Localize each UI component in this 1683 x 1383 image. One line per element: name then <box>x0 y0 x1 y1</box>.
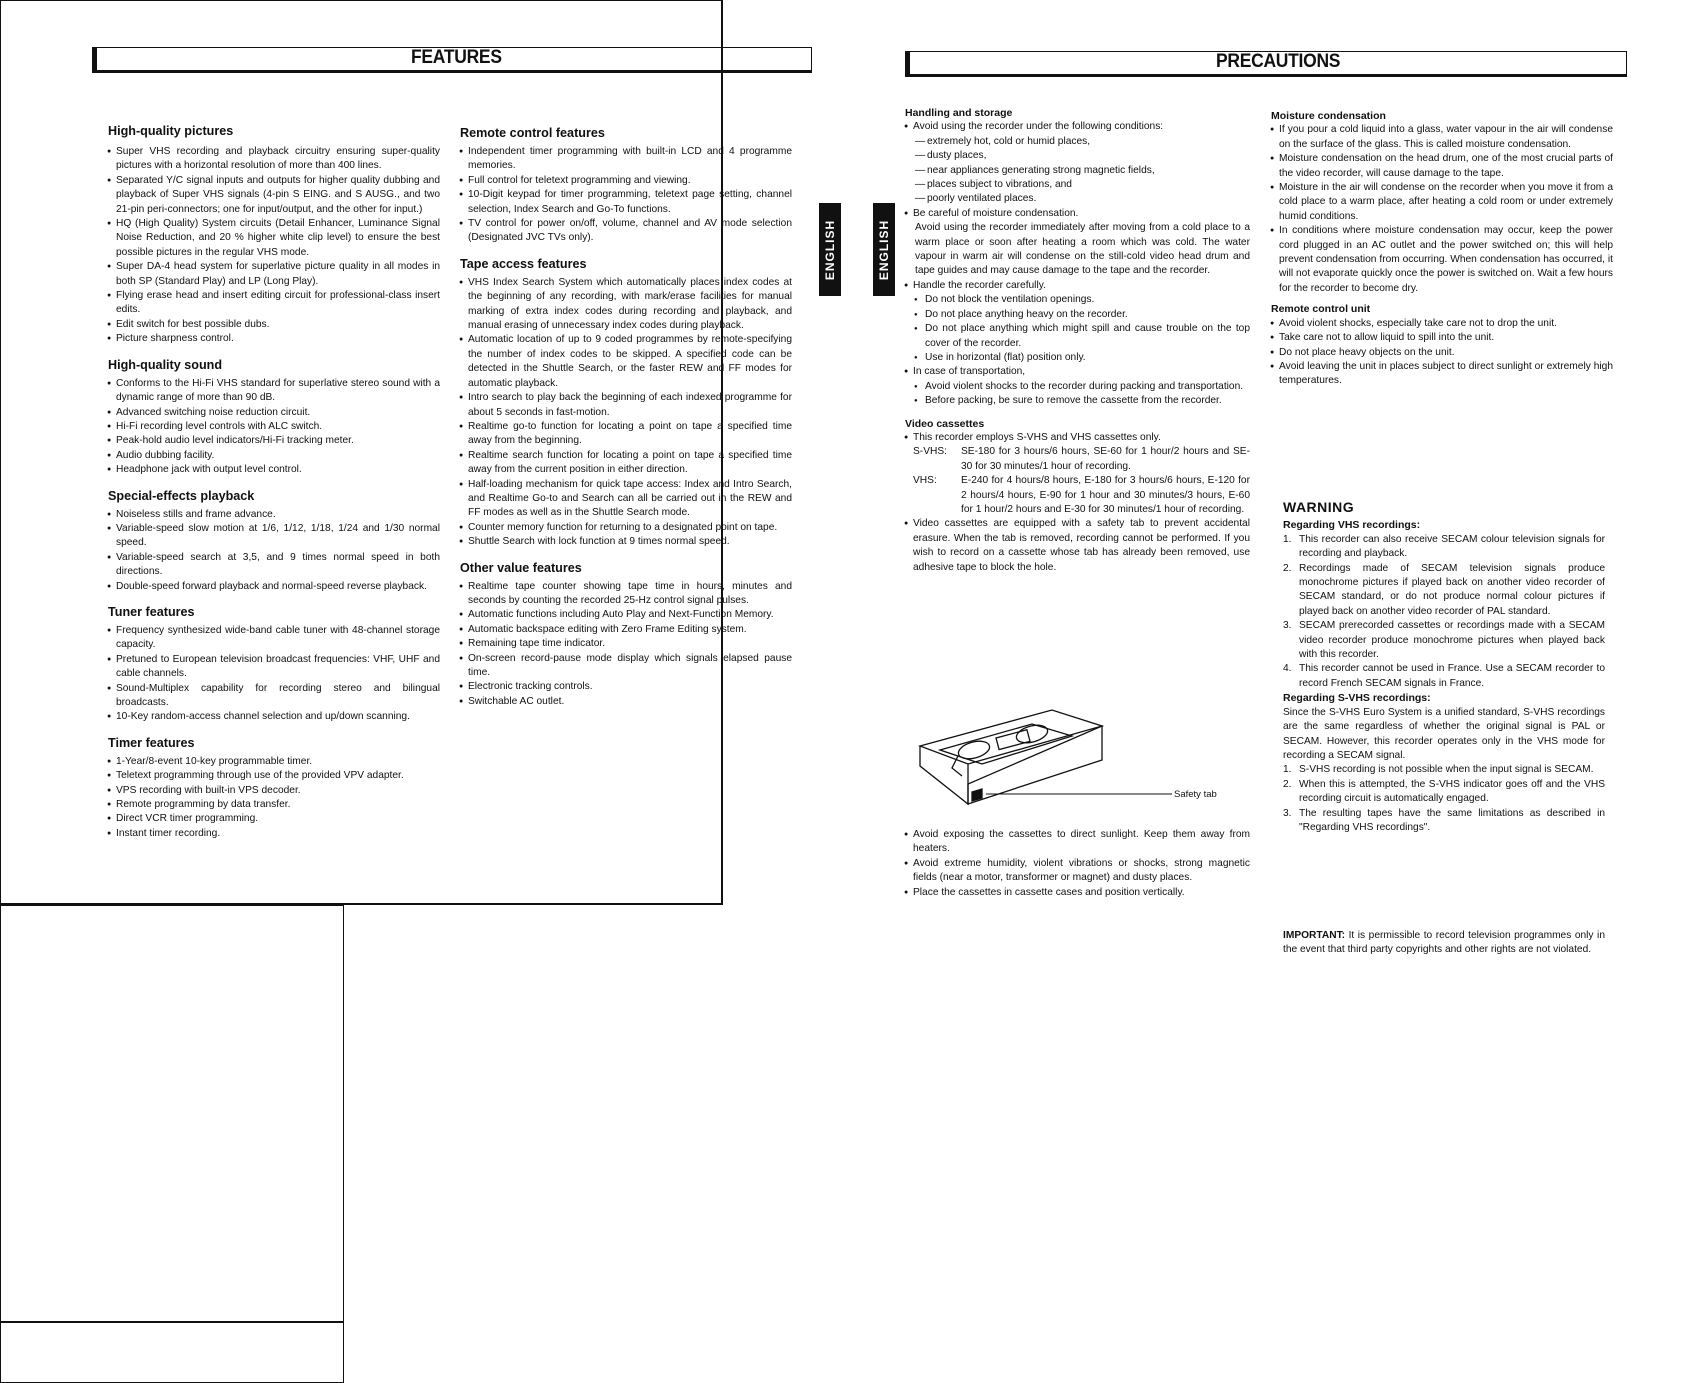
section-high-quality-sound <box>108 357 440 478</box>
list-item: ● Variable-speed search at 3,5, and 9 times normal speed in both directions. <box>108 551 440 580</box>
list-item: ● Intro search to play back the beginning of each indexed programme for about 5 seconds in fast-motion. <box>460 391 792 420</box>
cassette-type-text: SE-180 for 3 hours/6 hours, SE-60 for 1 hour/2 hours and SE-30 for 30 minutes/1 hour of recording. <box>961 446 1250 472</box>
list-item: ● Moisture condensation on the head drum, one of the most crucial parts of the video recorder, will cause damage to the tape. <box>1271 152 1613 181</box>
sub-item: ● Use in horizontal (flat) position only. <box>905 351 1250 365</box>
list-item: ● Edit switch for best possible dubs. <box>108 318 440 332</box>
sub-item: ● Do not block the ventilation openings. <box>905 293 1250 307</box>
list-item: ● Handle the recorder carefully. <box>905 279 1250 293</box>
paragraph: Avoid using the recorder immediately after moving from a cold place to a warm place or soon after heating a room which was cold. The water vapour in warm air will condense on the still-cold video head drum and tape guides and may cause damage to the tape and the recorder. <box>915 222 1250 277</box>
sub-item: ● Before packing, be sure to remove the cassette from the recorder. <box>905 394 1250 408</box>
list-item: ● TV control for power on/off, volume, channel and AV mode selection (Designated JVC TVs only). <box>460 217 792 246</box>
numbered-item: 1. S-VHS recording is not possible when the input signal is SECAM. <box>1283 764 1594 776</box>
list-item: ● If you pour a cold liquid into a glass, water vapour in the air will condense on the surface of the glass. This is called moisture condensation. <box>1271 123 1613 152</box>
list-item: ● HQ (High Quality) System circuits (Detail Enhancer, Luminance Signal Noise Reduction, and 20 % higher white clip level) to ensure the best possible pictures in the regular VHS mode. <box>108 217 440 260</box>
numbered-item: 2. Recordings made of SECAM television signals produce monochrome pictures if played back on another video recorder of SECAM standard, or do not produce normal colour pictures if played back on another video recorder of PAL standard. <box>1283 562 1605 617</box>
section-title: Other value features <box>460 560 582 575</box>
precautions-column-1-bottom <box>905 828 1250 900</box>
cassette-type-text: E-240 for 4 hours/8 hours, E-180 for 3 hours/6 hours, E-120 for 2 hours/4 hours, E-90 for 1 hour and 30 minutes/3 hours, E-60 for 1 hour/2 hours and E-30 for 30 minutes/1 hour of recording. <box>961 475 1250 515</box>
section-other-value-features <box>460 560 792 710</box>
cassette-illustration <box>912 698 1244 818</box>
numbered-item-text: Recordings made of SECAM television signals produce monochrome pictures if played back on another video recorder of SECAM standard, or do not produce normal colour pictures if played back on another video recorder of PAL standard. <box>1299 562 1605 617</box>
list-item: ● In case of transportation, <box>905 365 1250 379</box>
list-item: ● Picture sharpness control. <box>108 332 440 346</box>
list-item: ● Audio dubbing facility. <box>108 449 440 463</box>
list-item: ● Be careful of moisture condensation. <box>905 207 1250 221</box>
list-item: ● Teletext programming through use of the provided VPV adapter. <box>108 769 440 783</box>
list-item: ● Frequency synthesized wide-band cable tuner with 48-channel storage capacity. <box>108 624 440 653</box>
list-item: ● Separated Y/C signal inputs and outputs for higher quality dubbing and playback of Super VHS signals (4-pin S EING. and S AUSG., and two 21-pin peri-connectors; one for input/output, and the other for input.) <box>108 174 440 217</box>
precautions-title: PRECAUTIONS <box>1216 51 1341 72</box>
list-item: ● Switchable AC outlet. <box>460 695 792 709</box>
list-item: ● Noiseless stills and frame advance. <box>108 508 440 522</box>
list-item: ● Place the cassettes in cassette cases and position vertically. <box>905 886 1250 900</box>
list-item: ● Instant timer recording. <box>108 827 440 841</box>
list-item: ● Counter memory function for returning to a designated point on tape. <box>460 521 792 535</box>
warning-content <box>1283 500 1605 835</box>
cassette-row-vhs <box>905 474 1250 517</box>
section-title: Tape access features <box>460 256 587 271</box>
numbered-item-text: SECAM prerecorded cassettes or recordings made with a SECAM video recorder produce monochrome pictures when played back with this recorder. <box>1299 620 1605 661</box>
section-title: Special-effects playback <box>108 488 255 503</box>
list-item: ● Independent timer programming with built-in LCD and 4 programme memories. <box>460 145 792 174</box>
list-item: ● Flying erase head and insert editing circuit for professional-class insert edits. <box>108 289 440 318</box>
list-item: ● Headphone jack with output level control. <box>108 463 440 477</box>
list-item: ● Realtime search function for locating a point on tape a specified time away from the current position in either direction. <box>460 449 792 478</box>
features-title: FEATURES <box>411 47 502 68</box>
list-item: ● On-screen record-pause mode display which signals elapsed pause time. <box>460 652 792 681</box>
list-item: ● Remaining tape time indicator. <box>460 637 792 651</box>
warning-title: WARNING <box>1283 499 1355 515</box>
list-item: ● Avoid exposing the cassettes to direct sunlight. Keep them away from heaters. <box>905 828 1250 857</box>
condition-item: — poorly ventilated places. <box>915 192 1250 206</box>
list-item: ● In conditions where moisture condensation may occur, keep the power cord plugged in an AC outlet and the power switched on; this will help prevent condensation from occurring. When condensation has occurred, it will not evaporate quickly once the power is switched on. Wait a few hours for the recorder to become dry. <box>1271 224 1613 296</box>
language-tab-right <box>873 203 895 296</box>
condition-item: — near appliances generating strong magnetic fields, <box>915 164 1250 178</box>
condition-item: — dusty places, <box>915 149 1250 163</box>
important-box <box>0 1322 344 1383</box>
list-item: ● Take care not to allow liquid to spill into the unit. <box>1271 331 1613 345</box>
important-content <box>1283 929 1605 958</box>
cassette-row-svhs <box>905 445 1250 474</box>
list-item: ● Realtime go-to function for locating a point on tape a specified time away from the beginning. <box>460 420 792 449</box>
warning-svhs-title: Regarding S-VHS recordings: <box>1283 692 1431 705</box>
section-title: Timer features <box>108 735 195 750</box>
section-title-remote-control-unit: Remote control unit <box>1271 303 1371 316</box>
language-tab-label: ENGLISH <box>823 219 837 280</box>
cassette-type-label: S-VHS: <box>913 446 947 458</box>
safety-tab-label: Safety tab <box>1174 789 1217 800</box>
language-tab-label: ENGLISH <box>877 219 891 280</box>
list-item: ● Full control for teletext programming and viewing. <box>460 174 792 188</box>
important-paragraph <box>1283 929 1605 958</box>
list-item: ● Moisture in the air will condense on the recorder when you move it from a cold place to a warm place, after heating a cold room or under extremely humid conditions. <box>1271 181 1613 224</box>
list-item: ● Conforms to the Hi-Fi VHS standard for superlative stereo sound with a dynamic range of more than 90 dB. <box>108 377 440 406</box>
language-tab-left <box>819 203 841 296</box>
list-item: ● Peak-hold audio level indicators/Hi-Fi tracking meter. <box>108 434 440 448</box>
list-item: ● Half-loading mechanism for quick tape access: Index and Intro Search, and Realtime Go-to and Search can all be carried out in the REW and FF modes as well as in the Shuttle Search mode. <box>460 478 792 521</box>
list-item: ● Video cassettes are equipped with a safety tab to prevent accidental erasure. When the tab is removed, recording cannot be performed. If you wish to record on a cassette whose tab has already been removed, use adhesive tape to block the hole. <box>905 517 1250 575</box>
list-item: ● Direct VCR timer programming. <box>108 812 440 826</box>
list-item: ● Hi-Fi recording level controls with ALC switch. <box>108 420 440 434</box>
list-item: ● Realtime tape counter showing tape time in hours, minutes and seconds by counting the recorded 25-Hz control signal pulses. <box>460 580 792 609</box>
list-item: ● This recorder employs S-VHS and VHS cassettes only. <box>905 431 1250 445</box>
list-item: ● Electronic tracking controls. <box>460 680 792 694</box>
important-text: It is permissible to record television programmes only in the event that third party copyrights and other rights are not violated. <box>1283 930 1605 956</box>
section-tape-access-features <box>460 256 792 550</box>
list-item: ● Advanced switching noise reduction circuit. <box>108 406 440 420</box>
features-column-2 <box>460 125 792 719</box>
section-timer-features <box>108 735 440 841</box>
numbered-item-text: This recorder cannot be used in France. Use a SECAM recorder to record French SECAM signals in France. <box>1299 663 1605 689</box>
section-special-effects-playback <box>108 488 440 594</box>
section-title-moisture-condensation: Moisture condensation <box>1271 110 1386 122</box>
list-item: ● Remote programming by data transfer. <box>108 798 440 812</box>
list-item: ● Shuttle Search with lock function at 9 times normal speed. <box>460 535 792 549</box>
section-title-handling-storage: Handling and storage <box>905 107 1013 119</box>
numbered-item-text: S-VHS recording is not possible when the input signal is SECAM. <box>1299 764 1594 776</box>
list-item: ● Avoid extreme humidity, violent vibrations or shocks, strong magnetic fields (near a motor, transformer or magnet) and dusty places. <box>905 857 1250 886</box>
section-remote-control-features <box>460 125 792 246</box>
sub-item: ● Avoid violent shocks to the recorder during packing and transportation. <box>905 380 1250 394</box>
list-item: ● Avoid using the recorder under the following conditions: <box>905 120 1250 134</box>
sub-item: ● Do not place anything heavy on the recorder. <box>905 308 1250 322</box>
list-item: ● VHS Index Search System which automatically places index codes at the beginning of any recording, with mark/erase facilities for manual marking of extra index codes during recording and playback, and manual erasing of unnecessary index codes during playback. <box>460 276 792 334</box>
numbered-item: 3. The resulting tapes have the same limitations as described in "Regarding VHS recordings". <box>1283 807 1605 833</box>
numbered-item-text: This recorder can also receive SECAM colour television signals for recording and playback. <box>1299 533 1605 560</box>
important-label: IMPORTANT: <box>1283 930 1346 941</box>
list-item: ● Super VHS recording and playback circuitry ensuring super-quality pictures with a horizontal resolution of more than 400 lines. <box>108 145 440 174</box>
section-title: High-quality sound <box>108 357 223 372</box>
conditions-list <box>905 135 1250 207</box>
precautions-column-1 <box>905 106 1250 575</box>
warning-box <box>0 905 344 1322</box>
warning-paragraph: Since the S-VHS Euro System is a unified standard, S-VHS recordings are the same regardless of whether the original signal is PAL or SECAM. However, this recorder operates only in the VHS mode for recording a SECAM signal. <box>1283 706 1605 761</box>
numbered-item: 2. When this is attempted, the S-VHS indicator goes off and the VHS recording circuit is automatically engaged. <box>1283 778 1605 805</box>
features-column-1 <box>108 123 440 851</box>
numbered-item: 1. This recorder can also receive SECAM colour television signals for recording and playback. <box>1283 533 1605 560</box>
condition-item: — places subject to vibrations, and <box>915 178 1250 192</box>
numbered-item: 3. SECAM prerecorded cassettes or recordings made with a SECAM video recorder produce monochrome pictures when played back with this recorder. <box>1283 620 1605 661</box>
precautions-column-2 <box>1271 109 1613 389</box>
section-high-quality-pictures <box>108 123 440 347</box>
list-item: ● Sound-Multiplex capability for recording stereo and bilingual broadcasts. <box>108 682 440 711</box>
numbered-item-text: When this is attempted, the S-VHS indicator goes off and the VHS recording circuit is automatically engaged. <box>1299 778 1605 805</box>
section-tuner-features <box>108 604 440 725</box>
list-item: ● Pretuned to European television broadcast frequencies: VHF, UHF and cable channels. <box>108 653 440 682</box>
list-item: ● 10-Key random-access channel selection and up/down scanning. <box>108 710 440 724</box>
list-item: ● Automatic location of up to 9 coded programmes by remote-specifying the number of index codes to be skipped. A specified code can be detected in the Shuttle Search, or the faster REW and FF modes for automatic playback. <box>460 333 792 391</box>
list-item: ● Automatic functions including Auto Play and Next-Function Memory. <box>460 608 792 622</box>
section-title-video-cassettes: Video cassettes <box>905 417 985 430</box>
list-item: ● Do not place heavy objects on the unit. <box>1271 346 1613 360</box>
list-item: ● VPS recording with built-in VPS decoder. <box>108 784 440 798</box>
list-item: ● 10-Digit keypad for timer programming, teletext page setting, channel selection, Index Search and Go-To functions. <box>460 188 792 217</box>
warning-vhs-title: Regarding VHS recordings: <box>1283 519 1421 532</box>
numbered-item: 4. This recorder cannot be used in France. Use a SECAM recorder to record French SECAM signals in France. <box>1283 663 1605 689</box>
numbered-item-text: The resulting tapes have the same limitations as described in "Regarding VHS recordings". <box>1299 807 1605 833</box>
list-item: ● Avoid leaving the unit in places subject to direct sunlight or extremely high temperatures. <box>1271 360 1613 389</box>
section-title: High-quality pictures <box>108 124 234 138</box>
cassette-type-label: VHS: <box>913 475 937 487</box>
precautions-header-bar <box>905 51 1627 77</box>
list-item: ● Double-speed forward playback and normal-speed reverse playback. <box>108 580 440 594</box>
sub-item: ● Do not place anything which might spill and cause trouble on the top cover of the recorder. <box>905 322 1250 351</box>
list-item: ● Super DA-4 head system for superlative picture quality in all modes in both SP (Standard Play) and LP (Long Play). <box>108 260 440 289</box>
condition-item: — extremely hot, cold or humid places, <box>915 135 1250 149</box>
list-item: ● Variable-speed slow motion at 1/6, 1/12, 1/18, 1/24 and 1/30 normal speed. <box>108 522 440 551</box>
list-item: ● Avoid violent shocks, especially take care not to drop the unit. <box>1271 317 1613 331</box>
list-item: ● 1-Year/8-event 10-key programmable timer. <box>108 755 440 769</box>
section-title: Remote control features <box>460 126 605 140</box>
section-title: Tuner features <box>108 604 195 619</box>
features-header-bar <box>92 47 812 73</box>
list-item: ● Automatic backspace editing with Zero Frame Editing system. <box>460 623 792 637</box>
